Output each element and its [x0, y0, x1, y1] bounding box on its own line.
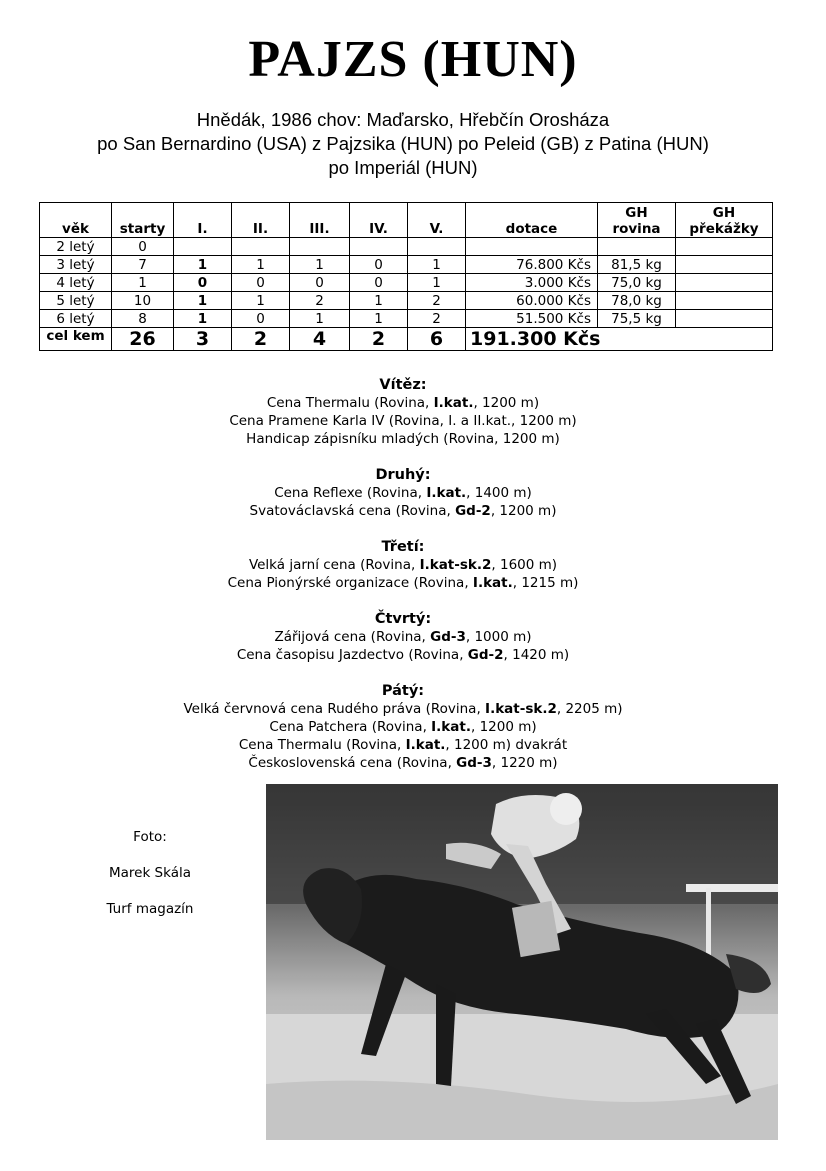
credit-line-2: Marek Skála [108, 865, 192, 881]
cell-p1: 1 [174, 256, 232, 274]
cell-age: 4 letý [40, 274, 112, 292]
race-text: Cena Pramene Karla IV (Rovina, I. a II.kat., 1200 m) [229, 413, 577, 429]
race-text: Cena časopisu Jazdectvo (Rovina, [236, 647, 468, 663]
result-heading: Druhý: [375, 467, 431, 483]
cell-starts: 0 [112, 238, 174, 256]
cell-prize: 51.500 Kčs [466, 310, 598, 328]
cell-gh-flat: 75,5 kg [598, 310, 676, 328]
race-entry [0, 754, 806, 772]
total-first: 3 [174, 328, 232, 351]
cell-p3: 1 [290, 256, 350, 274]
cell-gh-flat: 81,5 kg [598, 256, 676, 274]
race-entry [0, 574, 806, 592]
race-text: Cena Reflexe (Rovina, [274, 485, 427, 501]
race-text: Handicap zápisníku mladých (Rovina, 1200 m) [246, 431, 560, 447]
cell-prize: 76.800 Kčs [466, 256, 598, 274]
result-heading: Pátý: [381, 683, 425, 699]
cell-gh-jump [676, 292, 773, 310]
cell-gh-jump [676, 310, 773, 328]
race-entry [0, 700, 806, 718]
cell-starts: 7 [112, 256, 174, 274]
pedigree-line-2: po San Bernardino (USA) z Pajzsika (HUN) po Peleid (GB) z Patina (HUN) [97, 133, 709, 154]
race-category: I.kat-sk.2 [485, 701, 557, 717]
race-entry [0, 628, 806, 646]
horse-and-jockey-photo [266, 784, 778, 1140]
cell-gh-jump [676, 256, 773, 274]
col-header-prize: dotace [466, 203, 598, 238]
col-header-first: I. [174, 203, 232, 238]
cell-p1 [174, 238, 232, 256]
total-third: 4 [290, 328, 350, 351]
total-second: 2 [232, 328, 290, 351]
cell-age: 6 letý [40, 310, 112, 328]
cell-starts: 8 [112, 310, 174, 328]
cell-p2: 1 [232, 292, 290, 310]
cell-age: 3 letý [40, 256, 112, 274]
cell-age: 2 letý [40, 238, 112, 256]
race-record-table [39, 202, 773, 351]
race-text-end: , 1200 m) [470, 719, 537, 735]
page-title: PAJZS (HUN) [248, 31, 578, 88]
race-category: I.kat. [405, 737, 446, 753]
cell-prize: 60.000 Kčs [466, 292, 598, 310]
race-entry [0, 646, 806, 664]
race-text-end: , 1000 m) [465, 629, 532, 645]
cell-p4 [350, 238, 408, 256]
result-heading: Vítěz: [379, 377, 427, 393]
col-header-fifth: V. [408, 203, 466, 238]
race-category: I.kat. [472, 575, 513, 591]
cell-p3: 2 [290, 292, 350, 310]
col-header-starts: starty [112, 203, 174, 238]
col-header-fourth: IV. [350, 203, 408, 238]
race-text-end: , 1215 m) [512, 575, 579, 591]
cell-p4: 1 [350, 292, 408, 310]
cell-p1: 0 [174, 274, 232, 292]
cell-gh-flat: 78,0 kg [598, 292, 676, 310]
result-section [0, 538, 806, 592]
result-section [0, 376, 806, 448]
race-entry [0, 736, 806, 754]
total-fourth: 2 [350, 328, 408, 351]
race-category: I.kat. [426, 485, 467, 501]
race-text-end: , 1420 m) [503, 647, 570, 663]
race-text-end: , 1600 m) [491, 557, 558, 573]
cell-p1: 1 [174, 310, 232, 328]
race-entry [0, 412, 806, 430]
cell-p2 [232, 238, 290, 256]
race-entry [0, 502, 806, 520]
total-fifth: 6 [408, 328, 466, 351]
result-section [0, 682, 806, 772]
col-header-gh-jump: GH překážky [676, 203, 773, 238]
race-text-end: , 1200 m) [473, 395, 540, 411]
race-entry [0, 718, 806, 736]
pedigree-block [40, 108, 766, 180]
result-heading: Čtvrtý: [374, 611, 432, 627]
race-text-end: , 1200 m) dvakrát [445, 737, 568, 753]
credit-line-1: Foto: [133, 829, 167, 845]
race-entry [0, 394, 806, 412]
race-category: I.kat. [433, 395, 474, 411]
race-text: Zářijová cena (Rovina, [274, 629, 431, 645]
cell-p5: 1 [408, 256, 466, 274]
race-text: Cena Thermalu (Rovina, [266, 395, 434, 411]
table-row [40, 310, 773, 328]
race-text: Cena Thermalu (Rovina, [238, 737, 406, 753]
race-category: I.kat-sk.2 [419, 557, 492, 573]
cell-gh-flat: 75,0 kg [598, 274, 676, 292]
total-starts: 26 [112, 328, 174, 351]
photo-credit [100, 828, 200, 936]
cell-p5: 2 [408, 292, 466, 310]
table-total-row [40, 328, 773, 351]
race-category: Gd-3 [456, 755, 492, 771]
cell-age: 5 letý [40, 292, 112, 310]
cell-p3: 0 [290, 274, 350, 292]
race-text: Cena Patchera (Rovina, [269, 719, 432, 735]
col-header-third: III. [290, 203, 350, 238]
cell-p2: 0 [232, 310, 290, 328]
cell-p5: 1 [408, 274, 466, 292]
cell-prize: 3.000 Kčs [466, 274, 598, 292]
credit-line-3: Turf magazín [106, 901, 194, 917]
cell-p5: 2 [408, 310, 466, 328]
col-header-gh-flat: GH rovina [598, 203, 676, 238]
results-list [0, 376, 806, 790]
race-text: Velká jarní cena (Rovina, [248, 557, 420, 573]
result-section [0, 610, 806, 664]
race-category: Gd-2 [467, 647, 504, 663]
total-label: cel kem [40, 328, 112, 351]
cell-gh-flat [598, 238, 676, 256]
cell-p4: 0 [350, 256, 408, 274]
result-heading: Třetí: [381, 539, 425, 555]
race-entry [0, 430, 806, 448]
pedigree-line-3: po Imperiál (HUN) [328, 157, 478, 178]
race-text: Svatováclavská cena (Rovina, [249, 503, 456, 519]
race-category: I.kat. [431, 719, 471, 735]
cell-starts: 10 [112, 292, 174, 310]
race-category: Gd-2 [455, 503, 491, 519]
cell-p4: 1 [350, 310, 408, 328]
table-header-row [40, 203, 773, 238]
cell-p4: 0 [350, 274, 408, 292]
race-text: Velká červnová cena Rudého práva (Rovina, [183, 701, 486, 717]
cell-p3: 1 [290, 310, 350, 328]
race-text-end: , 1220 m) [491, 755, 558, 771]
race-text-end: , 2205 m) [556, 701, 623, 717]
race-category: Gd-3 [430, 629, 466, 645]
col-header-age: věk [40, 203, 112, 238]
cell-p1: 1 [174, 292, 232, 310]
table-row [40, 256, 773, 274]
race-entry [0, 484, 806, 502]
cell-gh-jump [676, 238, 773, 256]
cell-starts: 1 [112, 274, 174, 292]
race-text-end: , 1400 m) [466, 485, 532, 501]
result-section [0, 466, 806, 520]
cell-p2: 0 [232, 274, 290, 292]
table-row [40, 292, 773, 310]
table-row [40, 238, 773, 256]
race-text: Československá cena (Rovina, [248, 755, 457, 771]
pedigree-line-1: Hnědák, 1986 chov: Maďarsko, Hřebčín Orosháza [196, 109, 610, 130]
race-text: Cena Pionýrské organizace (Rovina, [227, 575, 473, 591]
cell-p5 [408, 238, 466, 256]
total-prize: 191.300 Kčs [466, 328, 773, 351]
race-entry [0, 556, 806, 574]
race-text-end: , 1200 m) [490, 503, 557, 519]
table-row [40, 274, 773, 292]
cell-gh-jump [676, 274, 773, 292]
col-header-second: II. [232, 203, 290, 238]
cell-p2: 1 [232, 256, 290, 274]
cell-p3 [290, 238, 350, 256]
cell-prize [466, 238, 598, 256]
